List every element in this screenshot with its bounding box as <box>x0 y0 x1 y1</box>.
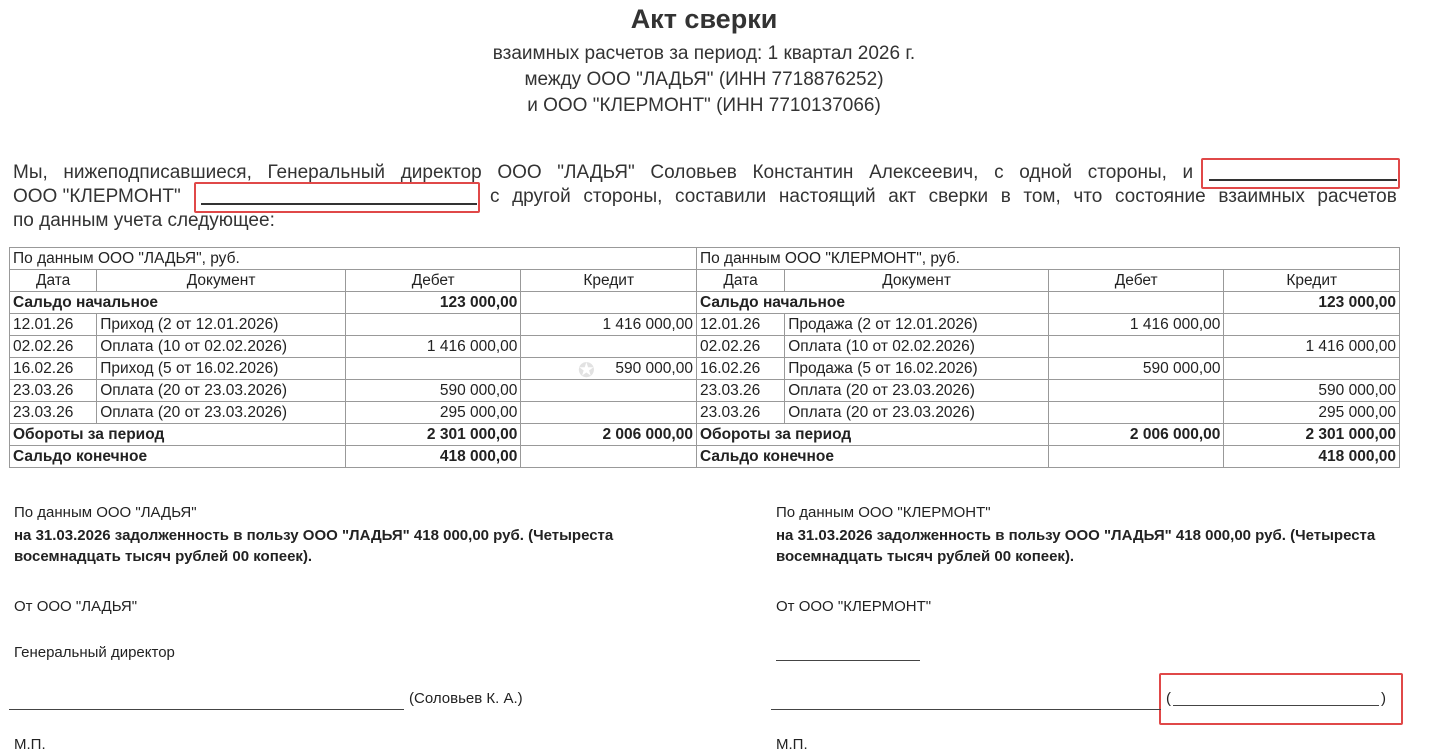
right-signer-name-line[interactable] <box>1173 705 1379 706</box>
right-document: Оплата (10 от 02.02.2026) <box>785 336 1049 358</box>
right-date: 12.01.26 <box>696 314 784 336</box>
highlight-box-signer <box>1159 673 1403 725</box>
highlight-box-position <box>1201 158 1400 189</box>
watermark-logo: ✪ <box>578 360 596 382</box>
turnover-left-credit: 2 006 000,00 <box>521 424 697 446</box>
closing-left-credit <box>521 446 697 468</box>
left-title: По данным ООО "ЛАДЬЯ", руб. <box>10 248 697 270</box>
turnover-label: Обороты за период <box>696 424 1048 446</box>
left-document: Оплата (20 от 23.03.2026) <box>97 402 346 424</box>
left-date: 23.03.26 <box>10 380 97 402</box>
turnover-row <box>10 424 1400 446</box>
right-credit: 590 000,00 <box>1224 380 1400 402</box>
right-signature-line[interactable] <box>771 709 1161 710</box>
left-credit <box>521 402 697 424</box>
left-document: Оплата (10 от 02.02.2026) <box>97 336 346 358</box>
opening-right-credit: 123 000,00 <box>1224 292 1400 314</box>
right-document: Оплата (20 от 23.03.2026) <box>785 402 1049 424</box>
table-title-row <box>10 248 1400 270</box>
table-row <box>10 336 1400 358</box>
left-debit: 1 416 000,00 <box>345 336 520 358</box>
left-date: 12.01.26 <box>10 314 97 336</box>
left-from: От ООО "ЛАДЬЯ" <box>14 598 138 615</box>
opening-left-debit: 123 000,00 <box>345 292 520 314</box>
left-signature-line[interactable] <box>9 709 404 710</box>
col-header-debit: Дебет <box>1048 270 1223 292</box>
col-header-date: Дата <box>696 270 784 292</box>
table-header-row <box>10 270 1400 292</box>
right-document: Продажа (5 от 16.02.2026) <box>785 358 1049 380</box>
left-stamp: М.П. <box>14 736 46 753</box>
right-credit <box>1224 314 1400 336</box>
left-by-data: По данным ООО "ЛАДЬЯ" <box>14 504 197 521</box>
closing-left-debit: 418 000,00 <box>345 446 520 468</box>
col-header-debit: Дебет <box>345 270 520 292</box>
left-debit <box>345 358 520 380</box>
right-debt-line-1: на 31.03.2026 задолженность в пользу ООО "ЛАДЬЯ" 418 000,00 руб. (Четыреста <box>776 527 1376 544</box>
left-credit <box>521 380 697 402</box>
opening-balance-row <box>10 292 1400 314</box>
table-row <box>10 314 1400 336</box>
right-position-line[interactable] <box>776 660 920 661</box>
intro-line-3: по данным учета следующее: <box>13 210 275 231</box>
right-date: 16.02.26 <box>696 358 784 380</box>
opening-label: Сальдо начальное <box>10 292 346 314</box>
col-header-date: Дата <box>10 270 97 292</box>
right-by-data: По данным ООО "КЛЕРМОНТ" <box>776 504 991 521</box>
right-debit <box>1048 402 1223 424</box>
turnover-left-debit: 2 301 000,00 <box>345 424 520 446</box>
left-credit: 1 416 000,00 <box>521 314 697 336</box>
col-header-document: Документ <box>97 270 346 292</box>
left-position: Генеральный директор <box>14 644 175 661</box>
reconciliation-table <box>9 247 1400 468</box>
left-debt-line-1: на 31.03.2026 задолженность в пользу ООО "ЛАДЬЯ" 418 000,00 руб. (Четыреста <box>14 527 614 544</box>
right-signer-close: ) <box>1381 690 1386 707</box>
intro-line-1: Мы, нижеподписавшиеся, Генеральный директор ООО "ЛАДЬЯ" Соловьев Константин Алексеевич, с одной стороны, и <box>13 161 1397 185</box>
right-stamp: М.П. <box>776 736 808 753</box>
left-date: 16.02.26 <box>10 358 97 380</box>
table-row <box>10 402 1400 424</box>
left-credit <box>521 336 697 358</box>
left-document: Оплата (20 от 23.03.2026) <box>97 380 346 402</box>
right-document: Оплата (20 от 23.03.2026) <box>785 380 1049 402</box>
right-debit: 1 416 000,00 <box>1048 314 1223 336</box>
right-from: От ООО "КЛЕРМОНТ" <box>776 598 932 615</box>
right-credit: 295 000,00 <box>1224 402 1400 424</box>
left-document: Приход (5 от 16.02.2026) <box>97 358 346 380</box>
period-line: взаимных расчетов за период: 1 квартал 2026 г. <box>492 43 916 64</box>
closing-balance-row <box>10 446 1400 468</box>
right-credit: 1 416 000,00 <box>1224 336 1400 358</box>
party-b-name: ООО "КЛЕРМОНТ" <box>13 186 181 207</box>
party-a-line: между ООО "ЛАДЬЯ" (ИНН 7718876252) <box>524 69 884 90</box>
col-header-credit: Кредит <box>1224 270 1400 292</box>
right-debit: 590 000,00 <box>1048 358 1223 380</box>
right-date: 23.03.26 <box>696 380 784 402</box>
right-document: Продажа (2 от 12.01.2026) <box>785 314 1049 336</box>
table-row <box>10 358 1400 380</box>
left-document: Приход (2 от 12.01.2026) <box>97 314 346 336</box>
right-debit <box>1048 380 1223 402</box>
left-date: 23.03.26 <box>10 402 97 424</box>
left-credit: 590 000,00 <box>521 358 697 380</box>
closing-right-debit <box>1048 446 1223 468</box>
left-debit: 590 000,00 <box>345 380 520 402</box>
right-date: 02.02.26 <box>696 336 784 358</box>
party-b-line: и ООО "КЛЕРМОНТ" (ИНН 7710137066) <box>527 95 881 116</box>
left-signer: (Соловьев К. А.) <box>409 690 523 707</box>
right-title: По данным ООО "КЛЕРМОНТ", руб. <box>696 248 1399 270</box>
closing-right-credit: 418 000,00 <box>1224 446 1400 468</box>
right-debt-line-2: восемнадцать тысяч рублей 00 копеек). <box>776 548 1075 565</box>
col-header-credit: Кредит <box>521 270 697 292</box>
turnover-label: Обороты за период <box>10 424 346 446</box>
opening-label: Сальдо начальное <box>696 292 1048 314</box>
highlight-box-representative <box>194 182 480 213</box>
right-signer-open: ( <box>1166 690 1171 707</box>
left-date: 02.02.26 <box>10 336 97 358</box>
closing-label: Сальдо конечное <box>10 446 346 468</box>
closing-label: Сальдо конечное <box>696 446 1048 468</box>
col-header-document: Документ <box>785 270 1049 292</box>
right-debit <box>1048 336 1223 358</box>
right-credit <box>1224 358 1400 380</box>
left-debit: 295 000,00 <box>345 402 520 424</box>
opening-right-debit <box>1048 292 1223 314</box>
left-debit <box>345 314 520 336</box>
table-row <box>10 380 1400 402</box>
document-title: Акт сверки <box>630 4 778 34</box>
left-debt-line-2: восемнадцать тысяч рублей 00 копеек). <box>14 548 313 565</box>
turnover-right-debit: 2 006 000,00 <box>1048 424 1223 446</box>
opening-left-credit <box>521 292 697 314</box>
right-date: 23.03.26 <box>696 402 784 424</box>
turnover-right-credit: 2 301 000,00 <box>1224 424 1400 446</box>
